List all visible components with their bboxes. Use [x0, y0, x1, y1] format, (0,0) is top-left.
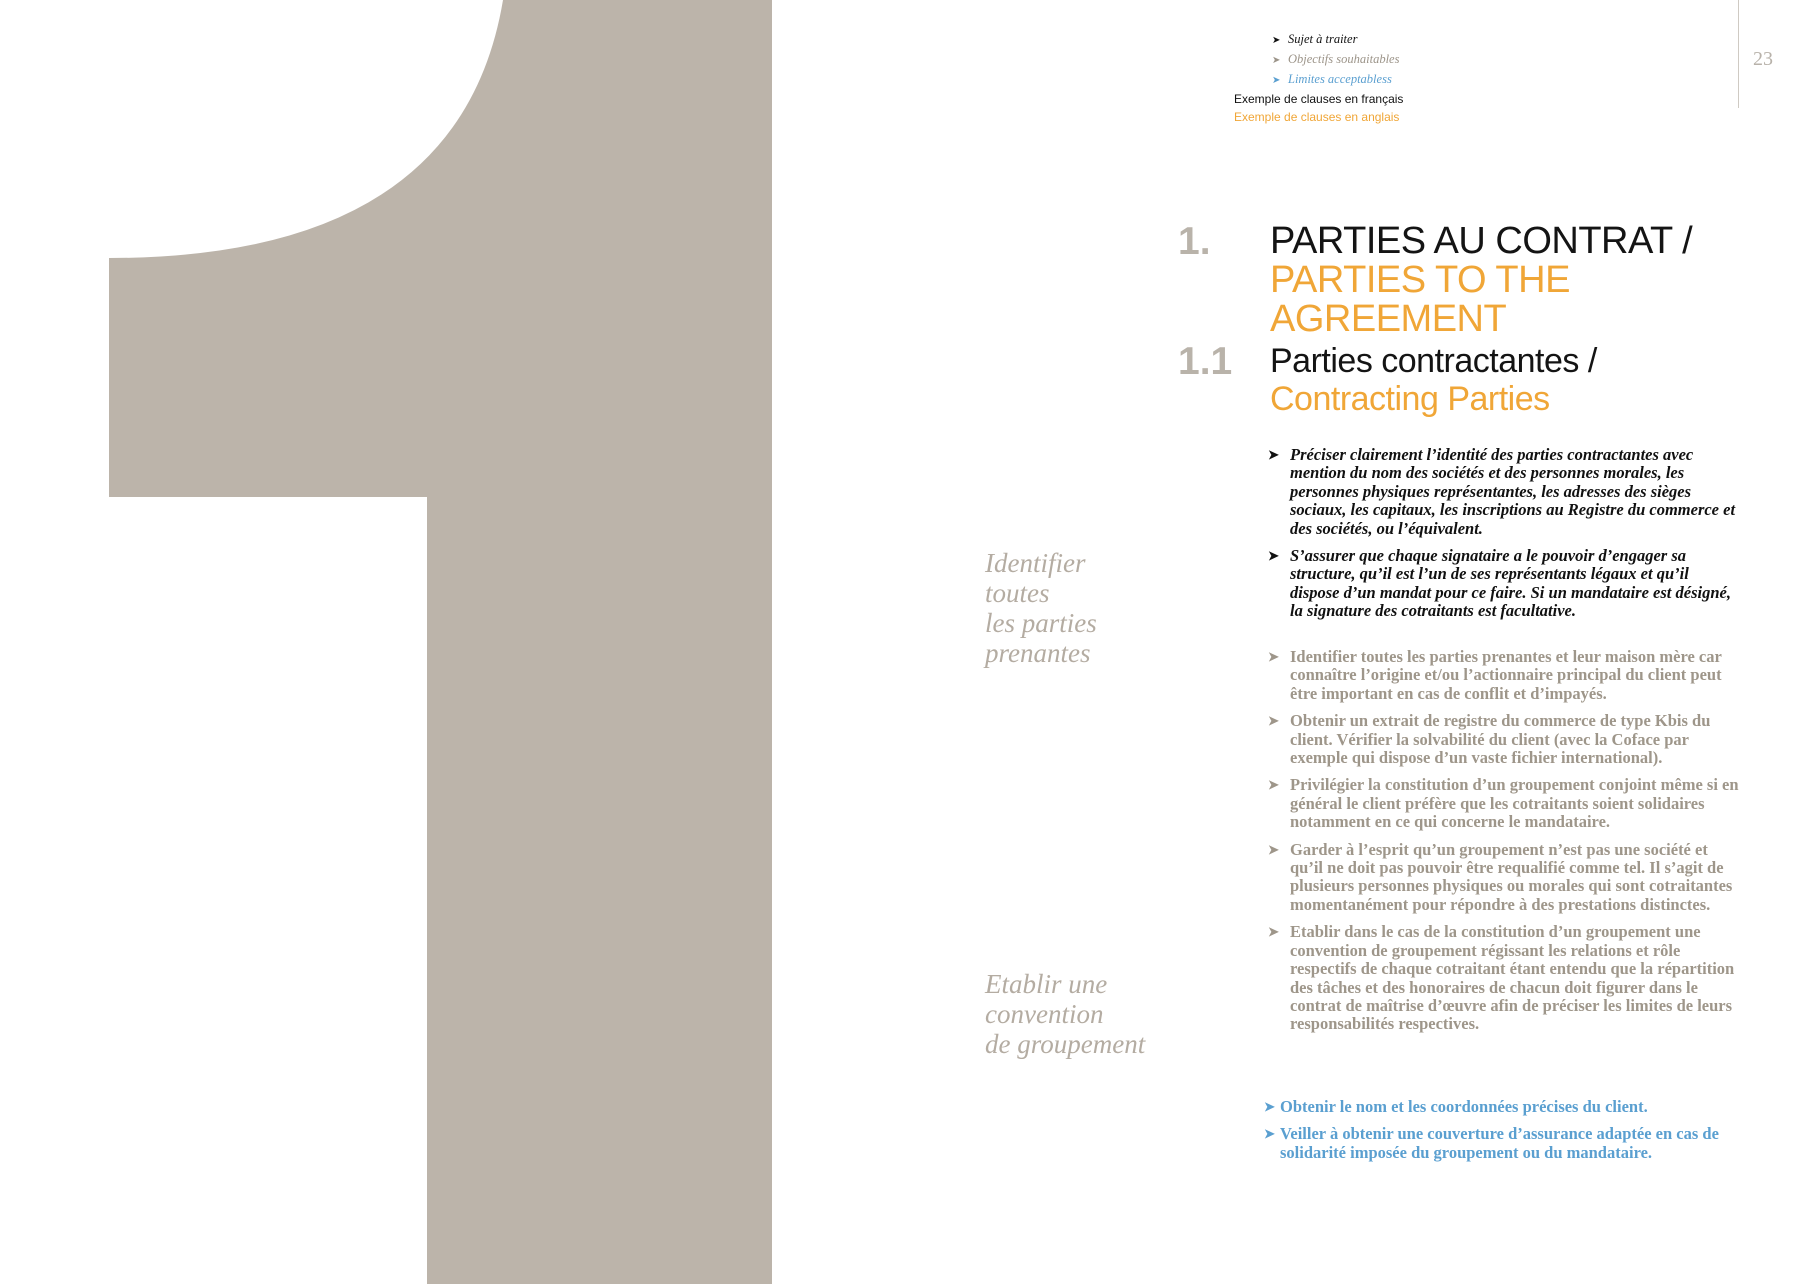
arrowhead-icon: ➤: [1268, 447, 1279, 462]
list-item: ➤ Préciser clairement l’identité des parties contractantes avec mention du nom des sociétés et des personnes morales, les personnes physiques représentantes, les adresses des sièges sociaux, les capitaux, les inscriptions au Registre du commerce et des sociétés, ou l’équivalent.: [1268, 445, 1736, 538]
legend-english-example: Exemple de clauses en anglais: [1234, 110, 1400, 124]
legend-french-example: Exemple de clauses en français: [1234, 92, 1404, 106]
arrowhead-icon: ➤: [1268, 777, 1279, 793]
objectives-list: [1268, 648, 1742, 1043]
arrowhead-icon: ➤: [1272, 55, 1281, 66]
arrowhead-icon: ➤: [1268, 649, 1279, 664]
subsection-heading: [1178, 342, 1692, 418]
section-title-fr: PARTIES AU CONTRAT /: [1270, 220, 1693, 262]
arrowhead-icon: ➤: [1268, 548, 1279, 564]
side-note-convention: Etablir une convention de groupement: [985, 969, 1146, 1059]
list-item: ➤ Veiller à obtenir une couverture d’assurance adaptée en cas de solidarité imposée du groupement ou du mandataire.: [1264, 1124, 1719, 1162]
list-item: ➤ Garder à l’esprit qu’un groupement n’est pas une société et qu’il ne doit pas pouvoir être requalifié comme tel. Il s’agit de plusieurs personnes physiques ou morales qui sont cotraitantes momentanément pour répondre à des prestations distinctes.: [1268, 839, 1733, 914]
legend-objectives: ➤ Objectifs souhaitables: [1234, 50, 1403, 70]
section-headings: [1178, 222, 1692, 418]
arrowhead-icon: ➤: [1264, 1099, 1275, 1114]
subsection-number: 1.1: [1178, 340, 1233, 383]
section-number: 1.: [1178, 220, 1211, 263]
arrowhead-icon: ➤: [1268, 841, 1279, 857]
section-title-en-1: PARTIES TO THE: [1270, 259, 1570, 301]
section-title-en-2: AGREEMENT: [1270, 298, 1507, 340]
subjects-list: [1268, 446, 1742, 630]
list-item: ➤ S’assurer que chaque signataire a le pouvoir d’engager sa structure, qu’il est l’un de ses représentants légaux et qu’il dispose d’un mandat pour ce faire. Si un mandataire est désigné, la signature des cotraitants est facultative.: [1268, 546, 1731, 621]
chapter-number-graphic: [0, 0, 780, 1284]
page-divider-line: [1738, 0, 1739, 108]
list-item: ➤ Privilégier la constitution d’un groupement conjoint même si en général le client préfère que les cotraitants soient solidaires notamment en ce qui concerne le mandataire.: [1268, 775, 1739, 832]
legend-subject: ➤ Sujet à traiter: [1234, 30, 1403, 50]
page-number: 23: [1753, 48, 1773, 70]
section-heading: [1178, 222, 1692, 339]
side-note-identify: Identifier toutes les parties prenantes: [985, 548, 1097, 668]
list-item: ➤ Identifier toutes les parties prenantes et leur maison mère car connaître l’origine et/ou l’actionnaire principal du client peut être important en cas de conflit et d’impayés.: [1268, 647, 1722, 703]
arrowhead-icon: ➤: [1272, 35, 1281, 46]
limits-list: [1264, 1098, 1738, 1171]
arrowhead-icon: ➤: [1268, 924, 1279, 940]
legend: [1234, 30, 1403, 126]
arrowhead-icon: ➤: [1264, 1126, 1275, 1142]
list-item: ➤ Obtenir un extrait de registre du commerce de type Kbis du client. Vérifier la solvabilité du client (avec la Coface par exemple qui dispose d’un vaste fichier international).: [1268, 711, 1711, 768]
arrowhead-icon: ➤: [1272, 75, 1281, 86]
subsection-title-en: Contracting Parties: [1270, 380, 1550, 418]
list-item: ➤ Obtenir le nom et les coordonnées précises du client.: [1264, 1097, 1648, 1116]
subsection-title-fr: Parties contractantes /: [1270, 342, 1597, 380]
arrowhead-icon: ➤: [1268, 713, 1279, 729]
legend-limits: ➤ Limites acceptabless: [1234, 70, 1403, 90]
list-item: ➤ Etablir dans le cas de la constitution d’un groupement une convention de groupement régissant les relations et rôle respectifs de chaque cotraitant étant entendu que la répartition des tâches et des honoraires de chacun doit figurer dans le contrat de maîtrise d’œuvre afin de préciser les limites de leurs responsabilités respectives.: [1268, 922, 1735, 1034]
